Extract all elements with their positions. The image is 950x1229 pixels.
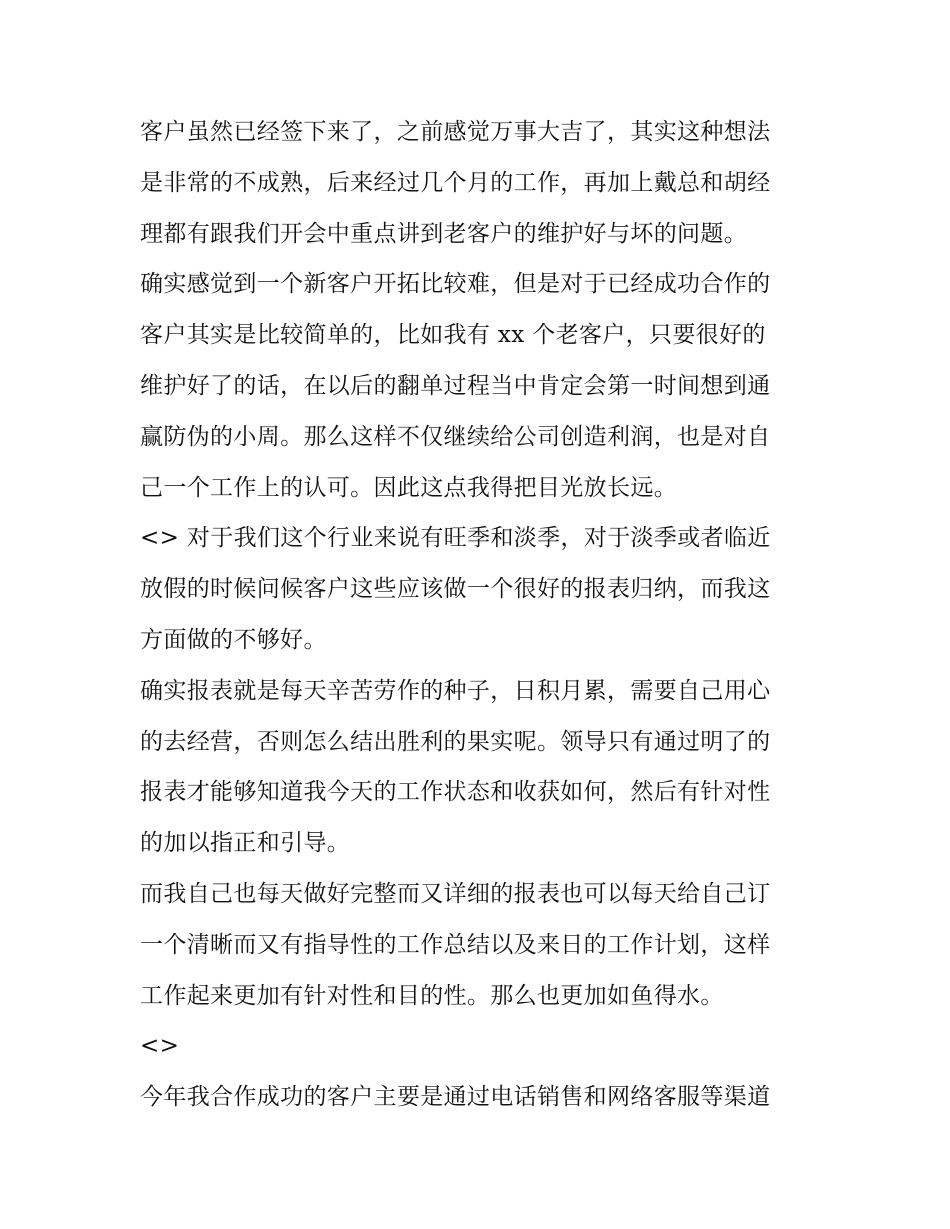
text-line: 确实报表就是每天辛苦劳作的种子，日积月累，需要自己用心 [140,677,771,704]
text-line: <> [140,1033,180,1060]
text-line: 一个清晰而又有指导性的工作总结以及来日的工作计划，这样 [140,931,771,958]
text-line: 确实感觉到一个新客户开拓比较难，但是对于已经成功合作的 [140,271,771,298]
text-line: 的去经营，否则怎么结出胜利的果实呢。领导只有通过明了的 [140,728,771,755]
text-line: 理都有跟我们开会中重点讲到老客户的维护好与坏的问题。 [140,220,748,247]
text-line: 报表才能够知道我今天的工作状态和收获如何，然后有针对性 [140,779,771,806]
text-line: 的加以指正和引导。 [140,830,351,857]
text-line: 放假的时候问候客户这些应该做一个很好的报表归纳，而我这 [140,576,771,603]
text-line: 今年我合作成功的客户主要是通过电话销售和网络客服等渠道 [140,1084,771,1111]
text-line: 客户虽然已经签下来了，之前感觉万事大吉了，其实这种想法 [140,119,771,145]
text-line: 赢防伪的小周。那么这样不仅继续给公司创造利润，也是对自 [140,423,771,450]
text-line: 己一个工作上的认可。因此这点我得把目光放长远。 [140,474,678,501]
text-line: 客户其实是比较简单的，比如我有 xx 个老客户，只要很好的 [140,322,766,349]
text-line: 方面做的不够好。 [140,626,327,653]
text-line: <> 对于我们这个行业来说有旺季和淡季，对于淡季或者临近 [140,525,771,552]
text-line: 工作起来更加有针对性和目的性。那么也更加如鱼得水。 [140,982,724,1009]
text-line: 维护好了的话，在以后的翻单过程当中肯定会第一时间想到通 [140,372,771,399]
body-text [140,107,820,1123]
text-line: 而我自己也每天做好完整而又详细的报表也可以每天给自己订 [140,880,771,907]
text-line: 是非常的不成熟，后来经过几个月的工作，再加上戴总和胡经 [140,169,771,196]
